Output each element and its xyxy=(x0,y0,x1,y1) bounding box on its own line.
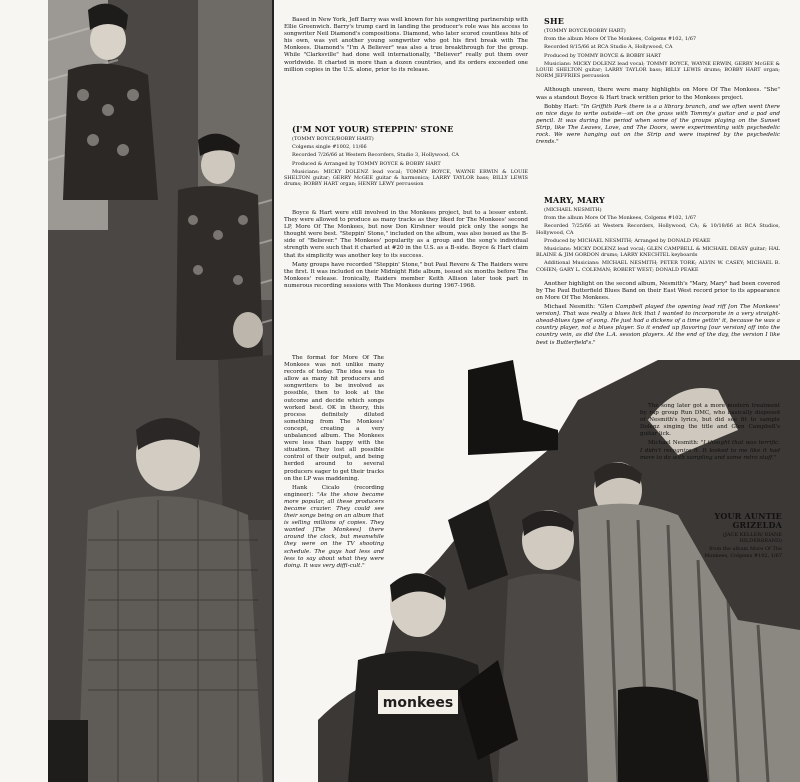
narrow-text-block xyxy=(284,355,384,572)
body-paragraph: The format for More Of The Monkees was not unlike many records of today. The idea was to allow as many hit producers and songwriters to be involved as possible, then to look at the outcome and decide which songs worked best. OK in theory, this process definitely diluted something from The Monkees' concept, creating a very unbalanced album. The Monkees were less than happy with the situation. They lost all possible control of their output, and being herded around to several producers eager to get their tracks on the LP was maddening. xyxy=(284,355,384,482)
quote-attribution: Michael Nesmith: xyxy=(648,440,699,447)
credit-line: Additional Musicians: MICHAEL NESMITH; PETER TORK; ALVIN W. CASEY; MICHAEL B. COHEN; GARY L. COLEMAN; ROBERT WEST; DONALD PEAKE xyxy=(536,260,780,273)
quote-paragraph xyxy=(640,440,780,461)
song-title-steppin-stone: (I'M NOT YOUR) STEPPIN' STONE xyxy=(292,124,454,134)
quote-text: "Glen Campbell played the opening lead riff [on The Monkees' version]. That was really a blues lick that I wanted to incorporate in a very straight-ahead-blues type of song. He just had a dickens of a time gettin' it, because he was a country player, not a blues player. So it ended up flavoring [our version] off into the country vein, as did the L.A. session players. At the end of the day, the version I like best is Butterfield's." xyxy=(536,304,780,346)
quote-text: "In Griffith Park there is a a library branch, and we often went there on nice days to write outside—sit on the grass with Tommy's guitar and a pad and pencil. It was during the period when some of the groups playing on the Sunset Strip, like The Leaves, Love, and The Doors, were experimenting with psychedelic rock. We were hanging out on the Strip and were inspired by the psychedelic trends." xyxy=(536,103,780,146)
credit-line: Recorded 7/25/66 at Western Recorders, Hollywood, CA; & 10/18/66 at RCA Studios, Hollywood, CA xyxy=(536,223,780,236)
credit-line: Musicians: MICKY DOLENZ lead vocal; TOMMY BOYCE, WAYNE ERWIN, GERRY McGEE & LOUIE SHELTON guitar; LARRY TAYLOR bass; BILLY LEWIS drums; BOBBY HART organ; NORM JEFFRIES percussion xyxy=(536,60,780,80)
credit-line: from the album More Of The Monkees, Colgems #102, 1/67 xyxy=(544,36,697,43)
intro-text-block xyxy=(284,17,528,76)
quote-text: "I thought that was terrific. I didn't recognize it. It looked to me like it had more to do with sampling and some retro stuff." xyxy=(640,440,781,461)
quote-paragraph xyxy=(536,304,780,347)
credit-line: Produced by MICHAEL NESMITH; Arranged by DONALD PEAKE xyxy=(544,237,711,244)
credit-line: Recorded 8/15/66 at RCA Studio A, Hollywood, CA xyxy=(544,44,673,51)
body-paragraph: Many groups have recorded "Steppin' Stone," but Paul Revere & The Raiders were the first. It was included on their Midnight Ride album, issued six months before The Monkees' release. Ironically, Raiders member Keith Allison later took part in numerous recording sessions with The Monkees during 1967-1968. xyxy=(284,261,528,289)
quote-paragraph xyxy=(284,485,384,570)
credit-line: Recorded 7/26/66 at Western Recorders, Studio 3, Hollywood, CA xyxy=(292,152,459,159)
quote-attribution: Hank Cicalo (recording engineer): xyxy=(284,484,384,498)
song-writers-she: (TOMMY BOYCE/BOBBY HART) xyxy=(544,28,626,34)
song-title-grizelda: YOUR AUNTIE GRIZELDA xyxy=(714,511,782,530)
credit-line: Colgems single #1002, 11/66 xyxy=(292,144,367,151)
steppin-stone-section xyxy=(284,125,528,189)
credit-line: from the album More Of The Monkees, Colgems #102, 1/67 xyxy=(544,215,697,222)
credit-line: Produced by TOMMY BOYCE & BOBBY HART xyxy=(544,52,662,59)
grizelda-section xyxy=(700,512,782,561)
song-title-she: SHE xyxy=(544,16,565,26)
body-paragraph: Although uneven, there were many highlights on More Of The Monkees. "She" was a standout Boyce & Hart track written prior to the Monkees project. xyxy=(536,87,780,101)
credit-line: Musicians: MICKY DOLENZ lead vocal; GLEN CAMPBELL & MICHAEL DEASY guitar; HAL BLAINE & JIM GORDON drums; LARRY KNECHTEL keyboards xyxy=(536,246,780,259)
credit-line: Musicians: MICKY DOLENZ lead vocal; TOMMY BOYCE, WAYNE ERWIN & LOUIE SHELTON guitar; GERRY McGEE guitar & harmonica; LARRY TAYLOR bass; BILLY LEWIS drums; BOBBY HART organ; HENRY LEWY percussion xyxy=(284,168,528,188)
song-writers-mary-mary: (MICHAEL NESMITH) xyxy=(544,207,602,213)
mary-mary-section xyxy=(536,196,780,349)
mary-mary-continued xyxy=(640,403,780,464)
body-text-block xyxy=(284,210,528,292)
staircase-photo-art xyxy=(48,0,272,782)
song-writers-steppin-stone: (TOMMY BOYCE/BOBBY HART) xyxy=(292,136,374,142)
body-paragraph: The song later got a more modern treatment by rap group Run DMC, who basically disposed of Nesmith's lyrics, but did see fit to sample Dolenz singing the title and Glen Campbell's guitar lick. xyxy=(640,403,780,438)
body-paragraph: Another highlight on the second album, Nesmith's "Mary, Mary" had been covered by The Paul Butterfield Blues Band on their East West record prior to its appearance on More Of The Monkees. xyxy=(536,280,780,302)
credit-line: from the album More Of The Monkees, Colgems #102, 1/67 xyxy=(704,546,782,559)
song-title-mary-mary: MARY, MARY xyxy=(544,195,605,205)
she-section xyxy=(536,17,780,148)
quote-attribution: Michael Nesmith: xyxy=(544,304,596,311)
body-paragraph: Boyce & Hart were still involved in the Monkees project, but to a lesser extent. They were allowed to produce as many tracks as they liked for The Monkees' second LP, More Of The Monkees, but now Don Kirshner would pick only the songs he thought were best. "Steppin' Stone," included on the album, was also issued as the B-side of "Believer." The Monkees' popularity as a group and the song's individual strength were such that it charted at #20 in the U.S. as a B-side. Boyce & Hart claim that its simplicity was another key to its success. xyxy=(284,210,528,259)
song-writers-grizelda: (JACK KELLER/ DIANE HILDERBRAND) xyxy=(722,532,782,545)
quote-attribution: Bobby Hart: xyxy=(544,103,579,110)
intro-paragraph: Based in New York, Jeff Barry was well known for his songwriting partnership with Ellie Greenwich. Barry's trump card in landing the producer's role was his access to songwriter Neil Diamond's compositions. Diamond, who later scored countless hits of his own, was yet another young songwriter who got his first break with The Monkees. Diamond's "I'm A Believer" was also a true breakthrough for the group. While "Clarksville" had done well internationally, "Believer" really put them over worldwide. It charted in more than a dozen countries, and its orders exceeded one million copies in the U.S. alone, prior to its release. xyxy=(284,17,528,73)
svg-text:monkees: monkees xyxy=(382,695,454,711)
quote-text: "As the show became more popular, all these producers became crazier. They could see their songs being on an album that is selling millions of copies. They wanted [The Monkees] there around the clock, but meanwhile they were on the TV shooting schedule. The guys had less and less to say about what they were doing. It was very diffi-cult." xyxy=(284,491,384,569)
credit-line: Produced & Arranged by TOMMY BOYCE & BOBBY HART xyxy=(292,160,441,167)
quote-paragraph xyxy=(536,104,780,147)
band-staircase-photo xyxy=(48,0,274,782)
